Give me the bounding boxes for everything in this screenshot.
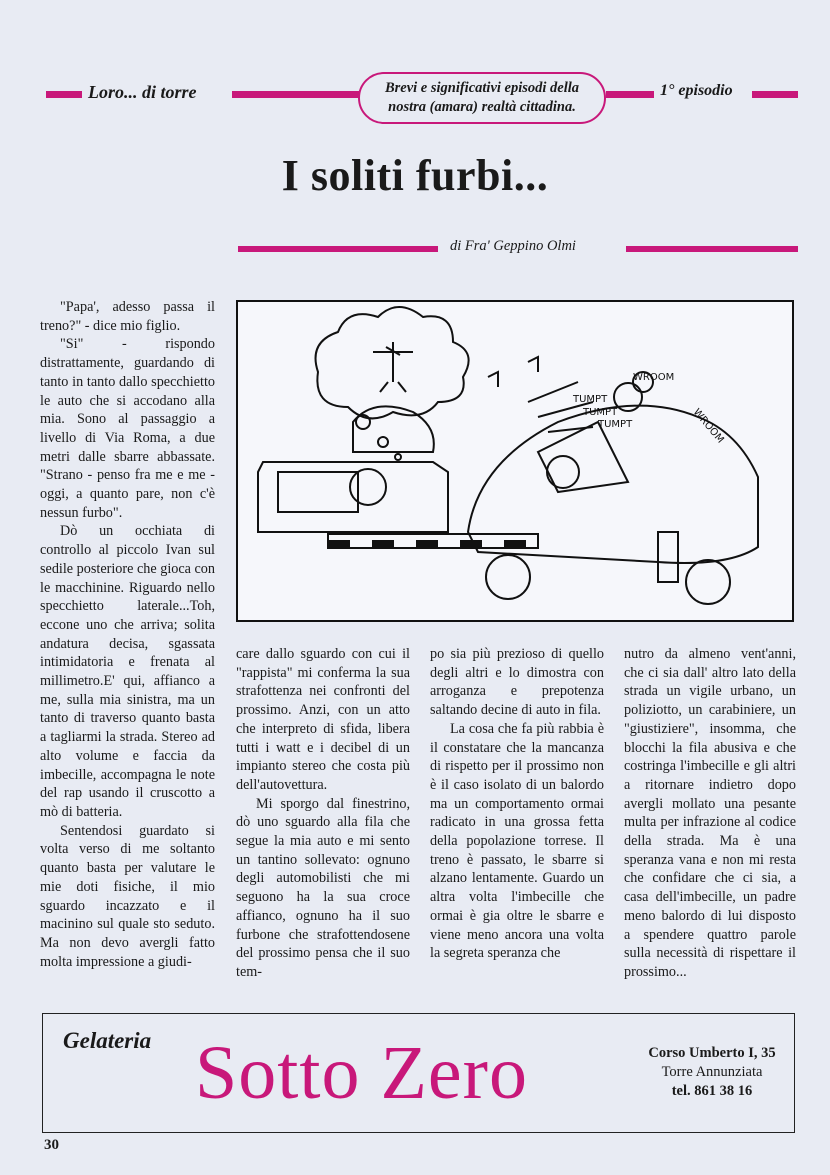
cartoon-illustration: [236, 300, 794, 622]
episode-label: 1° episodio: [660, 82, 733, 99]
column-1: [40, 298, 215, 971]
col1-para-1: "Papa', adesso passa il treno?" - dice mio figlio.: [40, 299, 215, 334]
header-bar-mid-right: [606, 91, 654, 98]
barrier-stripes: [328, 540, 526, 548]
col1-para-2: "Si" - rispondo distrattamente, guardando di tanto in tanto dallo specchietto le auto che si accodano alla mia. Sono al passaggio a livello di Via Roma, a due metri dalle sbarre abbassate. "Strano - penso fra me e me - oggi, a quanto pare, non c'è nessun furbo".: [40, 336, 215, 521]
sound-wroom-1: WROOM: [633, 372, 675, 383]
ad-phone: tel. 861 38 16: [671, 1083, 753, 1099]
byline-bar-right: [626, 246, 798, 252]
page-number: 30: [44, 1137, 59, 1153]
sound-tumpt-2: TUMPT: [583, 407, 618, 418]
thought-dot-3: [395, 454, 401, 460]
col3-para-2: La cosa che fa più rabbia è il constatare che la mancanza di rispetto per il prossimo non è il caso isolato di un balordo ma un comportamento ormai radicato in una grossa fetta della popolazione torrese. Il treno è passato, le sbarre si alzano lentamente. Guardo un altra volta l'imbecille che ormai è gia oltre le sbarre e viene meno ancora una volta la segreta speranza che: [430, 720, 604, 962]
col2-para-1: care dallo sguardo con cui il "rappista" mi conferma la sua strafottenza nei confronti del prossimo. Anzi, con un atto che interpreto di sfida, libera tutti i watt e i decibel di un impianto stereo che costa più dell'autovettura.: [236, 646, 410, 793]
right-car-driver-head: [547, 456, 579, 488]
sound-wroom-2: WROOM: [690, 406, 726, 446]
col1-para-3: Dò un occhiata di controllo al piccolo Ivan sul sedile posteriore che gioca con le macchinine. Riguardo nello specchietto laterale...Toh, eccone uno che arriva; solita andatura decisa, sgassata intimidatoria e frenata al millimetro.E' qui, affianco a me, sulla mia sinistra, ma un tanto di traverso quanto basta a tagliarmi la strada. Stereo ad alto volume e faccia da imbecille, accompagna le note del rap usando il cruscotto a mò di batteria.: [40, 523, 215, 820]
right-car-wheel-front: [486, 555, 530, 599]
col2-para-2: Mi sporgo dal finestrino, dò uno sguardo alla fila che segue la mia auto e mi sento un tantino sollevato: ognuno degli automobilisti che mi seguono ha la sua croce affianco, ognuno ha il suo furbone che strafottendosene del prossimo pensa che il suo tem-: [236, 795, 410, 980]
header-bar-right: [752, 91, 798, 98]
ad-brand-name: Sotto Zero: [195, 1031, 528, 1115]
tagline-line-2: nostra (amara) realtà cittadina.: [388, 99, 576, 115]
cartoon-drawing: [238, 302, 792, 620]
header-bar-mid-left: [232, 91, 360, 98]
ad-kind: Gelateria: [63, 1028, 152, 1053]
column-4: [624, 645, 796, 982]
ad-city: Torre Annunziata: [661, 1064, 763, 1080]
sound-tumpt-1: TUMPT: [573, 394, 608, 405]
thought-dot-2: [378, 437, 388, 447]
tagline-line-1: Brevi e significativi episodi della: [384, 80, 580, 96]
ad-address-block: [637, 1044, 787, 1101]
article-byline: di Fra' Geppino Olmi: [450, 238, 576, 254]
left-car-driver-head: [350, 469, 386, 505]
right-car-wheel-back: [686, 560, 730, 604]
bubble-figure: [373, 342, 413, 392]
barrier-post: [658, 532, 678, 582]
music-notes: [488, 357, 538, 387]
header-bar-left: [46, 91, 82, 98]
column-2: [236, 645, 410, 982]
col1-para-4: Sentendosi guardato si volta verso di me soltanto quanto basta per valutare le mie doti fisiche, il mio sguardo incazzato e il macinino sul quale sto seduto. Ma non devo avergli fatto molta impressione a giudi-: [40, 822, 215, 970]
ad-box: [42, 1013, 795, 1133]
ad-address: Corso Umberto I, 35: [648, 1045, 776, 1061]
col3-para-1: po sia più prezioso di quello degli altri e lo dimostra con arroganza e prepotenza saltando decine di auto in fila.: [430, 646, 604, 719]
section-title: Loro... di torre: [88, 82, 197, 102]
article-title: I soliti furbi...: [281, 151, 549, 200]
col4-para-1: nutro da almeno vent'anni, che ci sia dall' altro lato della strada un vigile urbano, un poliziotto, un carabiniere, un "giustiziere", insomma, che blocchi la fila abusiva e che costringa l'imbecille e gli altri a ritornare indietro dopo avergli mollato una pesante multa per infrazione al codice della strada. Ma è una speranza vana e non mi resta che confidare che ci sia, a casa dell'imbecille, un padre meno balordo di lui disposto a spendere quattro parole sulla necessità di rispettare il prossimo...: [624, 646, 796, 980]
sound-tumpt-3: TUMPT: [598, 419, 633, 430]
tagline-box: [358, 72, 606, 124]
column-3: [430, 645, 604, 963]
byline-bar-left: [238, 246, 438, 252]
left-car-window: [278, 472, 358, 512]
